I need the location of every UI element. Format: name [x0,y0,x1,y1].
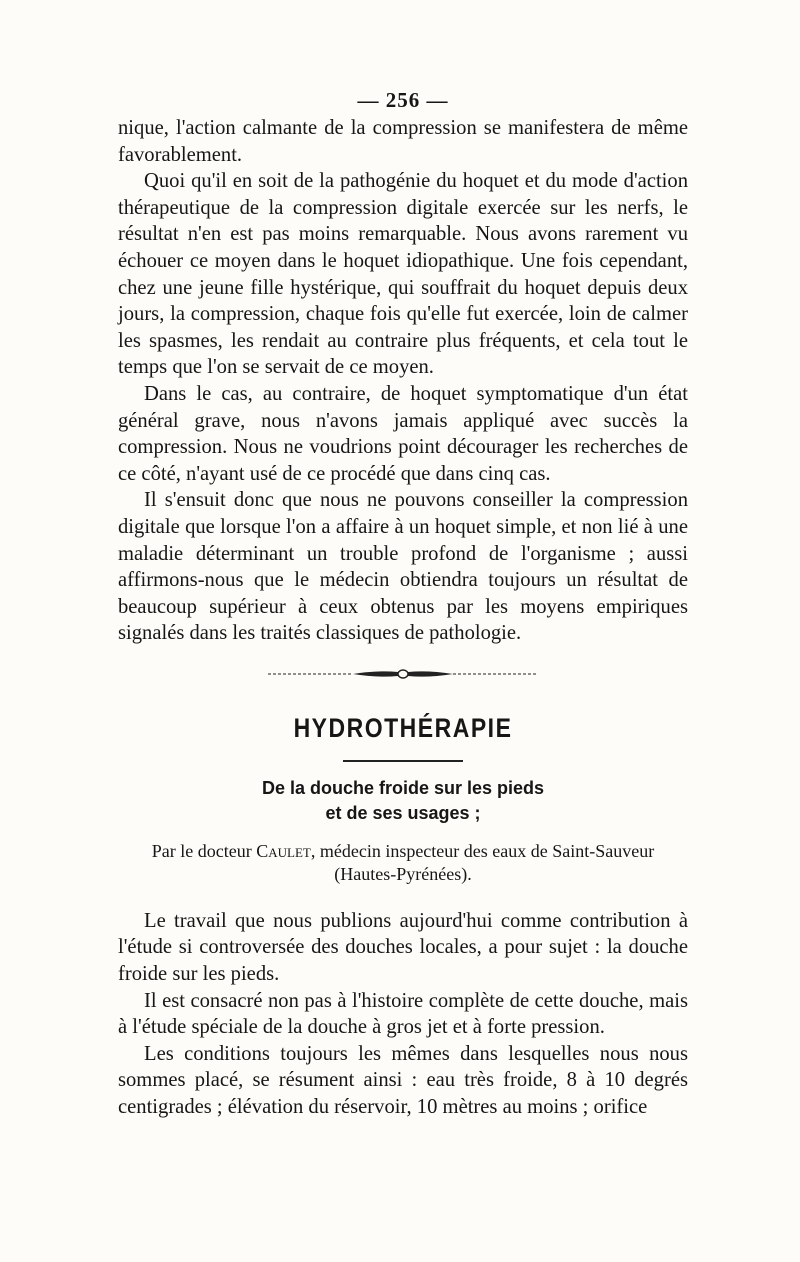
paragraph: Il s'ensuit donc que nous ne pouvons conseiller la compression digitale que lorsque l'on a affaire à un hoquet simple, et non lié à une maladie déterminant un trouble profond de l'organisme ; aussi affirmons-nous que le médecin obtiendra toujours un résultat de beaucoup supérieur à ceux obtenus par les moyens empiriques signalés dans les traités classiques de pathologie. [118,489,688,645]
author-name: Caulet [256,840,311,861]
paragraph: Le travail que nous publions aujourd'hui comme contribution à l'étude si controversée des douches locales, a pour sujet : la douche froide sur les pieds. [118,909,688,986]
byline-location: (Hautes-Pyrénées). [334,863,472,884]
ornamental-rule [268,667,538,681]
section-subtitle: De la douche froide sur les pieds [261,777,545,798]
paragraph: Les conditions toujours les mêmes dans lesquelles nous nous sommes placé, se résument ainsi : eau très froide, 8 à 10 degrés centigrades ; élévation du réservoir, 10 mètres au moins ; orifice [118,1042,688,1119]
byline-prefix: Par le docteur [151,840,257,861]
title-underline [343,760,463,762]
author-byline [118,840,688,886]
paragraph: Quoi qu'il en soit de la pathogénie du hoquet et du mode d'action thérapeutique de la compression digitale exercée sur les nerfs, le résultat n'en est pas moins remarquable. Nous avons rarement vu échouer ce moyen dans le hoquet idiopathique. Une fois cependant, chez une jeune fille hystérique, qui souffrait du hoquet depuis deux jours, la compression, chaque fois qu'elle fut exercée, loin de calmer les spasmes, les rendait au contraire plus fréquents, et cela tout le temps que l'on se servait de ce moyen. [118,170,688,379]
section-title: HYDROTHÉRAPIE [293,712,513,743]
page [118,88,688,1121]
byline-suffix: , médecin inspecteur des eaux de Saint-Sauveur [310,840,655,861]
text-block-top [118,115,688,647]
paragraph: nique, l'action calmante de la compression se manifestera de même favorablement. [118,117,688,166]
text-block-bottom [118,908,688,1121]
paragraph: Dans le cas, au contraire, de hoquet symptomatique d'un état général grave, nous n'avons jamais appliqué avec succès la compression. Nous ne voudrions point décourager les recherches de ce côté, n'ayant usé de ce procédé que dans cinq cas. [118,382,688,485]
page-number: — 256 — [357,88,449,112]
ornament-icon [268,667,538,681]
paragraph: Il est consacré non pas à l'histoire complète de cette douche, mais à l'étude spéciale de la douche à gros jet et à forte pression. [118,989,688,1039]
section-subtitle-continued: et de ses usages ; [325,802,481,823]
